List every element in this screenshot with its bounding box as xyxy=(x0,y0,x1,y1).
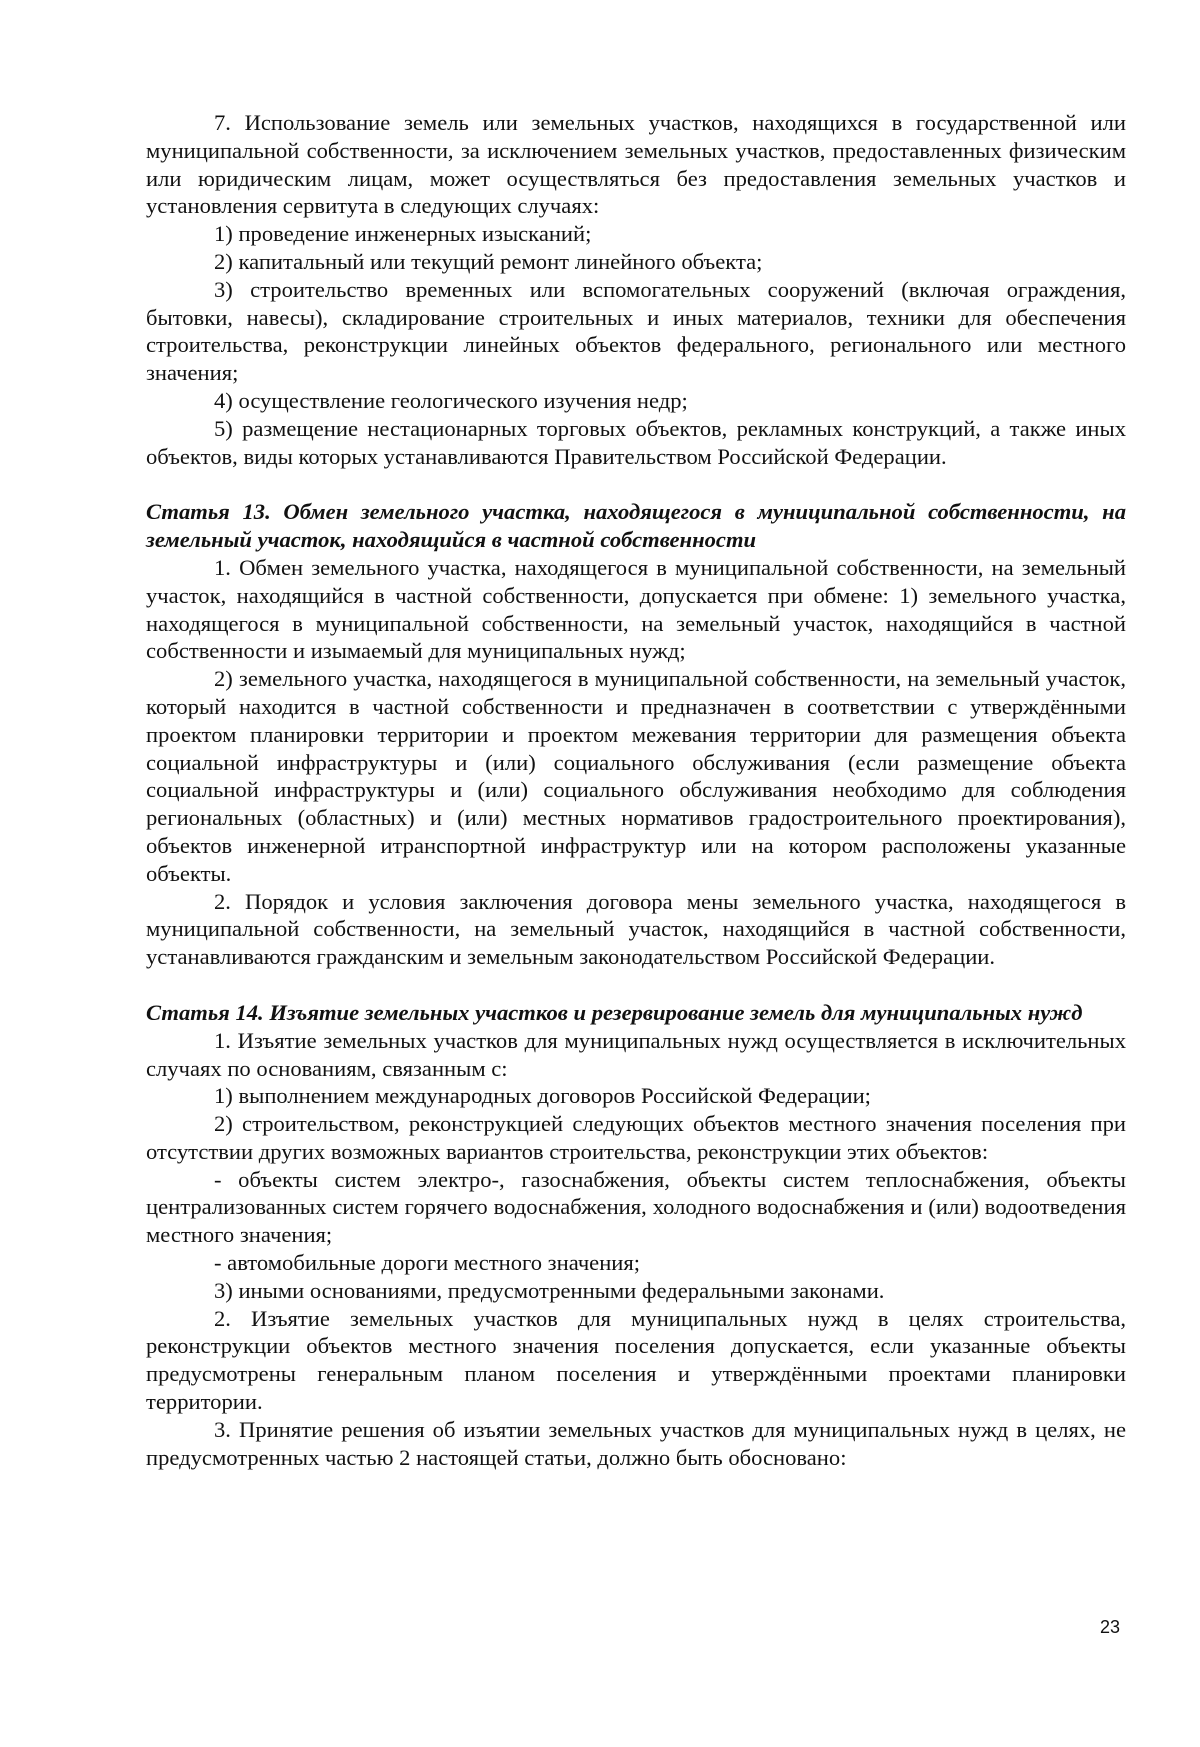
list-item-4: 4) осуществление геологического изучения недр; xyxy=(214,387,688,413)
article-14-dash-item-2: - автомобильные дороги местного значения; xyxy=(214,1250,641,1276)
list-item-1: 1) проведение инженерных изысканий; xyxy=(214,221,592,247)
list-item-3: 3) строительство временных или вспомогательных сооружений (включая ограждения, бытовки, навесы), складирование строительных и иных материалов, техники для обеспечения строительства, реконструкции линейных объектов федерального, регионального или местного значения; xyxy=(146,276,1126,386)
article-14-paragraph-1: 1. Изъятие земельных участков для муниципальных нужд осуществляется в исключительных случаях по основаниям, связанным с: xyxy=(146,1027,1126,1081)
article-14-paragraph-3: 3. Принятие решения об изъятии земельных участков для муниципальных нужд в целях, не предусмотренных частью 2 настоящей статьи, должно быть обосновано: xyxy=(146,1416,1126,1470)
article-14-item-2: 2) строительством, реконструкцией следующих объектов местного значения поселения при отсутствии других возможных вариантов строительства, реконструкции этих объектов: xyxy=(146,1111,1126,1164)
article-13-paragraph-3: 2. Порядок и условия заключения договора мены земельного участка, находящегося в муниципальной собственности, на земельный участок, находящийся в частной собственности, устанавливаются гражданским и земельным законодательством Российской Федерации. xyxy=(146,888,1126,970)
article-14-paragraph-2: 2. Изъятие земельных участков для муниципальных нужд в целях строительства, реконструкции объектов местного значения поселения допускается, если указанные объекты предусмотрены генеральным планом поселения и утверждёнными проектами планировки территории. xyxy=(146,1305,1126,1415)
article-14-heading: Статья 14. Изъятие земельных участков и резервирование земель для муниципальных нужд xyxy=(146,999,1083,1025)
article-13-paragraph-1: 1. Обмен земельного участка, находящегося в муниципальной собственности, на земельный участок, находящийся в частной собственности, допускается при обмене: 1) земельного участка, находящегося в муниципальной собственности, на земельный участок, находящийся в частной собственности и изымаемый для муниципальных нужд; xyxy=(146,554,1126,664)
page-number: 23 xyxy=(1100,1617,1121,1637)
paragraph-7-intro: 7. Использование земель или земельных участков, находящихся в государственной или муниципальной собственности, за исключением земельных участков, предоставленных физическим или юридическим лицам, может осуществляться без предоставления земельных участков и установления сервитута в следующих случаях: xyxy=(146,110,1126,219)
article-14-item-3: 3) иными основаниями, предусмотренными федеральными законами. xyxy=(214,1277,885,1303)
list-item-5: 5) размещение нестационарных торговых объектов, рекламных конструкций, а также иных объектов, виды которых устанавливаются Правительством Российской Федерации. xyxy=(146,415,1126,469)
document-body xyxy=(146,109,1126,1471)
article-13-heading: Статья 13. Обмен земельного участка, находящегося в муниципальной собственности, на земельный участок, находящийся в частной собственности xyxy=(146,499,1126,553)
list-item-2: 2) капитальный или текущий ремонт линейного объекта; xyxy=(214,248,763,274)
article-13-paragraph-2: 2) земельного участка, находящегося в муниципальной собственности, на земельный участок, который находится в частной собственности и предназначен в соответствии с утверждёнными проектом планировки территории и проектом межевания территории для размещения объекта социальной инфраструктуры и (или) социального обслуживания (если размещение объекта социальной инфраструктуры и (или) социального обслуживания необходимо для соблюдения региональных (областных) и (или) местных нормативов градостроительного проектирования), объектов инженерной итранспортной инфраструктур или на котором расположены указанные объекты. xyxy=(146,666,1126,886)
article-14-dash-item-1: - объекты систем электро-, газоснабжения, объекты систем теплоснабжения, объекты централизованных систем горячего водоснабжения, холодного водоснабжения и (или) водоотведения местного значения; xyxy=(146,1166,1126,1248)
article-14-item-1: 1) выполнением международных договоров Российской Федерации; xyxy=(214,1083,871,1109)
